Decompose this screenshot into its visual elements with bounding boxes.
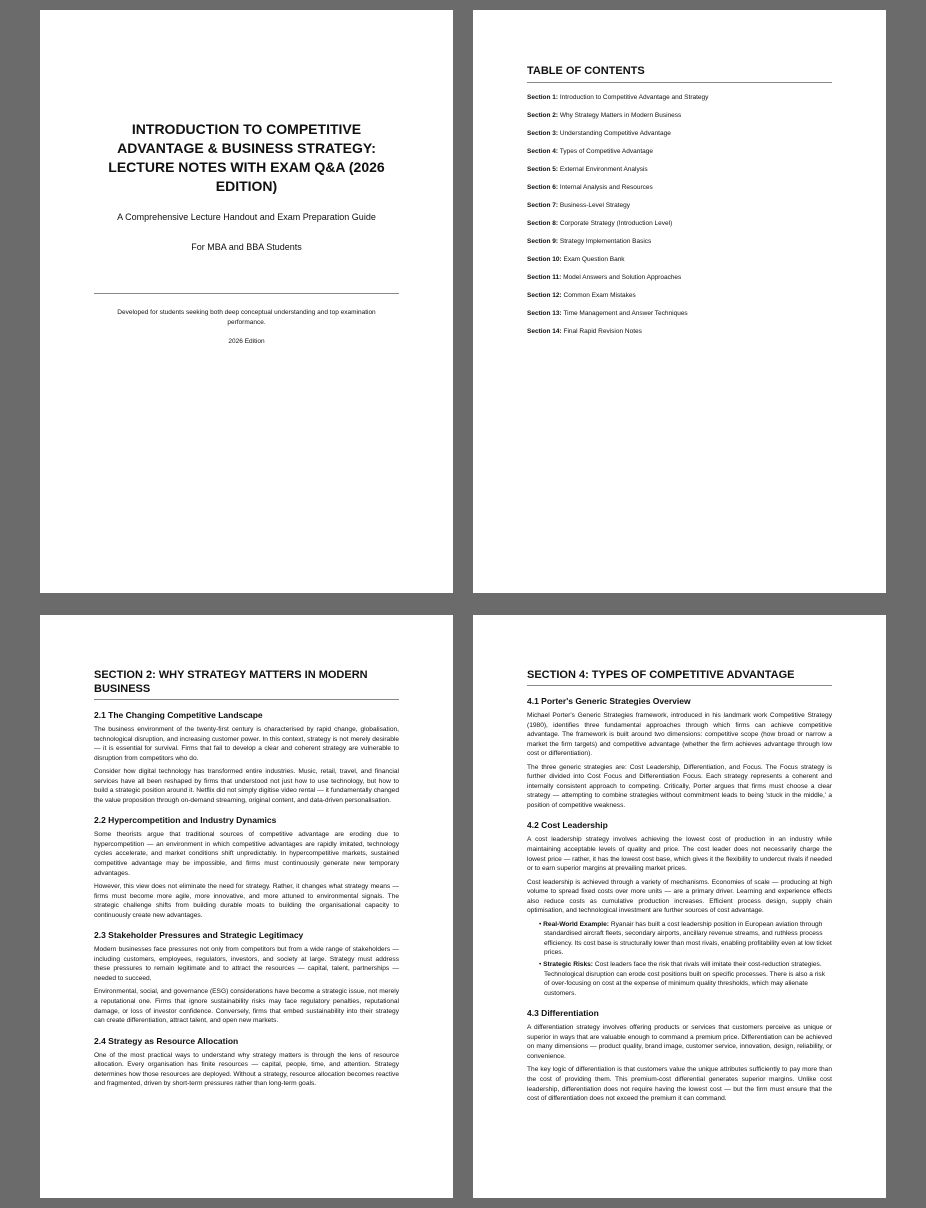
toc-item-label: Section 2: <box>527 112 559 119</box>
toc-item-text: Time Management and Answer Techniques <box>563 310 688 317</box>
paragraph: One of the most practical ways to understand why strategy matters is through the lens of resource allocation. Every organisation has finite resources — capital, people, time, and attention. Strategy determines how those resources are deployed. Without a strategy, resource allocation becomes reactive and fragmented, driven by short-term pressures rather than long-term goals. <box>94 1051 399 1088</box>
bullet-item: • Real-World Example: Ryanair has built a cost leadership position in European aviation through standardised aircraft fleets, secondary airports, ancillary revenue streams, and ruthless process efficiency. Its cost base is structurally lower than most rivals, enabling profitability even at low ticket prices. <box>539 920 832 957</box>
toc-item-label: Section 10: <box>527 256 562 263</box>
toc-item-label: Section 6: <box>527 184 559 191</box>
toc-item-text: Model Answers and Solution Approaches <box>563 274 682 281</box>
toc-item[interactable] <box>527 219 832 237</box>
cover-divider <box>94 293 399 294</box>
section-divider <box>94 699 399 700</box>
toc-item[interactable] <box>527 111 832 129</box>
toc-item-label: Section 14: <box>527 328 562 335</box>
section-title: SECTION 4: TYPES OF COMPETITIVE ADVANTAGE <box>527 669 795 681</box>
toc-item[interactable] <box>527 237 832 255</box>
subsection-title: 4.2 Cost Leadership <box>527 820 608 831</box>
subsection-title: 2.1 The Changing Competitive Landscape <box>94 710 263 720</box>
document-title: INTRODUCTION TO COMPETITIVE ADVANTAGE & BUSINESS STRATEGY: LECTURE NOTES WITH EXAM Q&A (2026 EDITION) <box>108 121 385 194</box>
bullet-list <box>527 920 832 998</box>
toc-divider <box>527 82 832 83</box>
subsection-title: 2.3 Stakeholder Pressures and Strategic Legitimacy <box>94 930 304 941</box>
toc-item-text: Final Rapid Revision Notes <box>563 328 642 335</box>
toc-item-label: Section 13: <box>527 310 562 317</box>
paragraph: Cost leadership is achieved through a variety of mechanisms. Economies of scale — producing at high volume to spread fixed costs over more units — are a primary driver. Learning and experience effects also reduce costs as cumulative production increases. Efficient process design, supply chain optimisation, and technological investment are further sources of cost advantage. <box>527 878 832 915</box>
toc-item-label: Section 7: <box>527 202 559 209</box>
toc-item-label: Section 9: <box>527 238 559 245</box>
section-title: SECTION 2: WHY STRATEGY MATTERS IN MODERN BUSINESS <box>94 669 368 695</box>
cover-description: Developed for students seeking both deep conceptual understanding and top examination performance. <box>117 309 376 326</box>
section-2-page <box>40 615 453 1198</box>
paragraph: A differentiation strategy involves offering products or services that customers perceive as unique or superior in ways that are valuable enough to command a premium price. Differentiation can be achieved on many dimensions — product quality, brand image, customer service, innovation, design, reliability, or convenience. <box>527 1024 832 1060</box>
toc-item-text: Internal Analysis and Resources <box>559 184 653 191</box>
bullet-label: Strategic Risks: <box>543 961 593 969</box>
document-subtitle: A Comprehensive Lecture Handout and Exam Preparation Guide <box>117 212 376 222</box>
toc-item-text: Common Exam Mistakes <box>563 292 636 299</box>
cover-page <box>40 10 453 593</box>
subsection-title: 2.4 Strategy as Resource Allocation <box>94 1035 239 1046</box>
toc-item[interactable] <box>527 129 832 147</box>
toc-item[interactable] <box>527 273 832 291</box>
toc-item-text: Understanding Competitive Advantage <box>559 130 671 137</box>
toc-item-label: Section 8: <box>527 220 559 227</box>
toc-item[interactable] <box>527 183 832 201</box>
paragraph: Some theorists argue that traditional sources of competitive advantage are eroding due to hypercompetition — an environment in which competitive advantages are rapidly imitated, technology cycles accelerate, and market conditions shift unpredictably. In hypercompetitive markets, sustained competitive advantage may be impossible, and firms must continuously generate new temporary advantages. <box>94 831 399 877</box>
toc-item-label: Section 3: <box>527 130 559 137</box>
toc-item[interactable] <box>527 165 832 183</box>
subsection-title: 2.2 Hypercompetition and Industry Dynamics <box>94 815 277 826</box>
toc-item-text: Exam Question Bank <box>563 256 625 263</box>
toc-item[interactable] <box>527 93 832 111</box>
section-4-page <box>473 615 886 1198</box>
toc-item[interactable] <box>527 309 832 327</box>
toc-item-text: Why Strategy Matters in Modern Business <box>559 112 682 119</box>
toc-item[interactable] <box>527 291 832 309</box>
toc-item-text: Types of Competitive Advantage <box>559 148 653 155</box>
toc-item[interactable] <box>527 327 832 345</box>
toc-item-label: Section 12: <box>527 292 562 299</box>
section-divider <box>527 685 832 686</box>
toc-item-label: Section 5: <box>527 166 559 173</box>
subsection-title: 4.1 Porter's Generic Strategies Overview <box>527 696 691 706</box>
paragraph: The key logic of differentiation is that customers value the unique attributes sufficiently to pay more than the cost of providing them. This premium-cost differential generates superior margins. Unlike cost leadership, differentiation does not require having the lowest cost — but the firm must ensure that the cost of differentiation does not exceed the premium it can command. <box>527 1066 832 1103</box>
toc-item-text: Strategy Implementation Basics <box>559 238 652 245</box>
toc-item-text: Business-Level Strategy <box>559 202 630 209</box>
bullet-label: Real-World Example: <box>543 920 609 928</box>
paragraph: The business environment of the twenty-first century is characterised by rapid change, globalisation, technological disruption, and increasing customer power. In this context, strategy is not merely desirable — it is essential for survival. Firms that fail to develop a clear and coherent strategy are vulnerable to disruption from competitors who do. <box>94 726 399 762</box>
bullet-item: • Strategic Risks: Cost leaders face the risk that rivals will imitate their cost-reduction strategies. Technological disruption can erode cost positions built on specific processes. There is also a risk of over-focusing on cost at the expense of minimum quality thresholds, which may alienate customers. <box>539 961 825 997</box>
paragraph: However, this view does not eliminate the need for strategy. Rather, it changes what strategy means — firms must become more agile, more innovative, and more attuned to environmental signals. The strategic challenge shifts from building durable moats to building the organisational capacity to continuously create new advantages. <box>94 883 399 919</box>
target-audience: For MBA and BBA Students <box>191 242 302 252</box>
toc-item-text: Introduction to Competitive Advantage and Strategy <box>559 94 709 101</box>
toc-item[interactable] <box>527 255 832 273</box>
paragraph: Michael Porter's Generic Strategies framework, introduced in his landmark work Competitive Strategy (1980), identifies three fundamental approaches through which firms can achieve competitive advantage. The framework is built around two dimensions: competitive scope (how broad or narrow a market the firm targets) and competitive advantage (whether the firm achieves advantage through low cost or differentiation). <box>527 712 832 758</box>
toc-item-label: Section 1: <box>527 94 559 101</box>
toc-page <box>473 10 886 593</box>
paragraph: A cost leadership strategy involves achieving the lowest cost of production in an industry while maintaining acceptable levels of quality and price. The cost leader does not necessarily charge the lowest price — rather, it has the lowest cost base, which gives it the flexibility to undercut rivals if needed or to earn superior margins at prevailing market prices. <box>527 836 832 873</box>
toc-item[interactable] <box>527 201 832 219</box>
paragraph: Environmental, social, and governance (ESG) considerations have become a strategic issue, not merely a reputational one. Firms that ignore sustainability risks may face regulatory penalties, reputational damage, or loss of investor confidence. Conversely, firms that embed sustainability into their strategy can create differentiation, attract talent, and open new markets. <box>94 988 399 1025</box>
toc-item[interactable] <box>527 147 832 165</box>
toc-item-text: Corporate Strategy (Introduction Level) <box>559 220 673 227</box>
paragraph: Consider how digital technology has transformed entire industries. Music, retail, travel, and financial services have all been reshaped by firms that understood not just how to use technology, but how to build a strategic position around it. Netflix did not simply digitise video rental — it fundamentally changed the value proposition through on-demand streaming, original content, and data-driven personalisation. <box>94 768 399 804</box>
toc-heading: TABLE OF CONTENTS <box>527 65 645 77</box>
toc-item-text: External Environment Analysis <box>559 166 648 173</box>
toc-list <box>527 93 832 345</box>
edition-label: 2026 Edition <box>228 338 265 345</box>
toc-item-label: Section 4: <box>527 148 559 155</box>
bullet-text: Ryanair has built a cost leadership position in European aviation through standardised aircraft fleets, secondary airports, ancillary revenue streams, and ruthless process efficiency. Its cost base is structurally lower than most rivals, enabling profitability even at low ticket prices. <box>544 920 832 957</box>
bullet-text: Cost leaders face the risk that rivals will imitate their cost-reduction strategies. Technological disruption can erode cost positions built on specific processes. There is also a risk of over-focusing on cost at the expense of minimum quality thresholds, which may alienate customers. <box>544 961 825 997</box>
subsection-title: 4.3 Differentiation <box>527 1008 599 1019</box>
paragraph: The three generic strategies are: Cost Leadership, Differentiation, and Focus. The Focus strategy is further divided into Cost Focus and Differentiation Focus. Each strategy represents a coherent and internally consistent approach to competing. Critically, Porter argues that firms must choose a clear strategy — attempting to combine strategies without commitment leads to being 'stuck in the middle,' a position of competitive weakness. <box>527 763 832 809</box>
toc-item-label: Section 11: <box>527 274 562 281</box>
paragraph: Modern businesses face pressures not only from competitors but from a wide range of stakeholders — including customers, employees, regulators, investors, and society at large. Strategy must address these pressures to remain legitimate and to attract the resources — capital, talent, partnerships — needed to succeed. <box>94 946 399 982</box>
